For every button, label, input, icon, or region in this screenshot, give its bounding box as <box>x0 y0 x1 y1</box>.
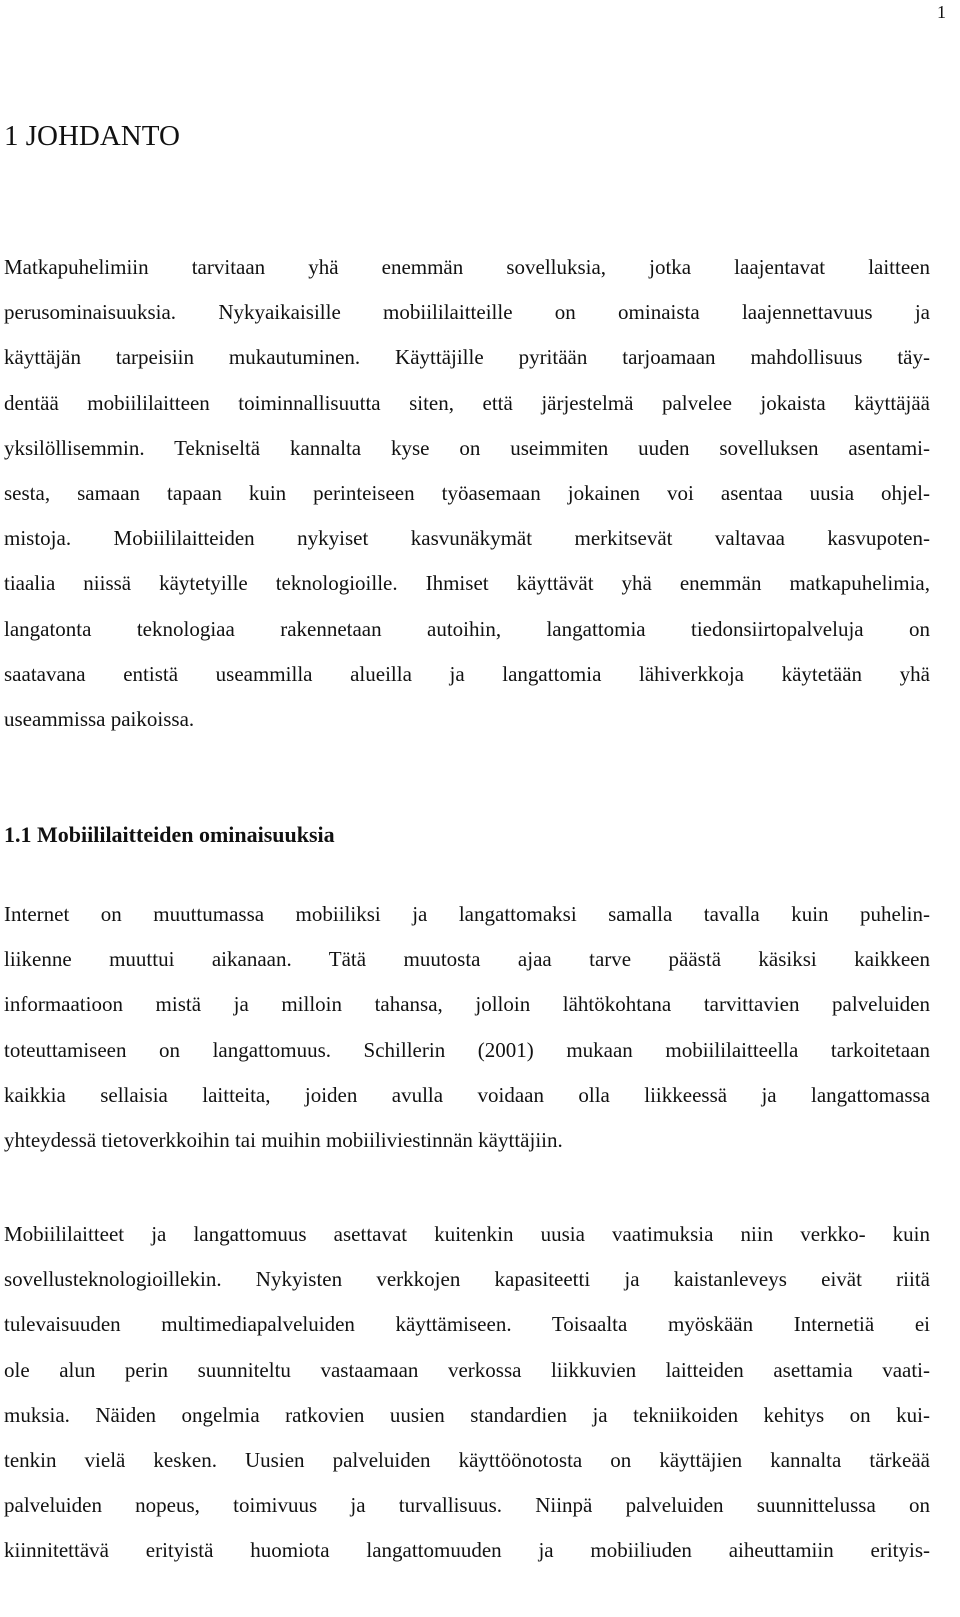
text-line: informaatioon mistä ja milloin tahansa, jolloin lähtökohtana tarvittavien palveluiden <box>4 992 930 1017</box>
text-line: Internet on muuttumassa mobiiliksi ja langattomaksi samalla tavalla kuin puhelin- <box>4 902 930 926</box>
page-number: 1 <box>937 2 946 22</box>
text-line: sovellusteknologioillekin. Nykyisten verkkojen kapasiteetti ja kaistanleveys eivät riitä <box>4 1267 930 1292</box>
text-line: Matkapuhelimiin tarvitaan yhä enemmän sovelluksia, jotka laajentavat laitteen <box>4 255 930 279</box>
text-line: Mobiililaitteet ja langattomuus asettavat kuitenkin uusia vaatimuksia niin verkko- kuin <box>4 1222 930 1246</box>
text-line: yksilöllisemmin. Tekniseltä kannalta kyse on useimmiten uuden sovelluksen asentami- <box>4 435 930 460</box>
text-line: toteuttamiseen on langattomuus. Schillerin (2001) mukaan mobiililaitteella tarkoitetaan <box>4 1037 930 1062</box>
text-line: muksia. Näiden ongelmia ratkovien uusien standardien ja tekniikoiden kehitys on kui- <box>4 1402 930 1427</box>
text-line: useammissa paikoissa. <box>4 706 195 731</box>
text-line: tenkin vielä kesken. Uusien palveluiden käyttöönotosta on käyttäjien kannalta tärkeää <box>4 1447 930 1472</box>
text-line: yhteydessä tietoverkkoihin tai muihin mobiiliviestinnän käyttäjiin. <box>4 1127 563 1152</box>
paragraph-1 <box>4 245 930 742</box>
text-line: mistoja. Mobiililaitteiden nykyiset kasvunäkymät merkitsevät valtavaa kasvupoten- <box>4 526 930 551</box>
text-line: tiaalia niissä käytetyille teknologioille. Ihmiset käyttävät yhä enemmän matkapuhelimia, <box>4 571 930 596</box>
text-line: tulevaisuuden multimediapalveluiden käyttämiseen. Toisaalta myöskään Internetiä ei <box>4 1312 930 1337</box>
section-title: 1.1 Mobiililaitteiden ominaisuuksia <box>4 822 335 847</box>
text-line: kiinnitettävä erityistä huomiota langattomuuden ja mobiiliuden aiheuttamiin erityis- <box>4 1538 930 1563</box>
text-line: saatavana entistä useammilla alueilla ja langattomia lähiverkkoja käytetään yhä <box>4 661 930 686</box>
chapter-title: 1 JOHDANTO <box>4 120 180 152</box>
text-line: palveluiden nopeus, toimivuus ja turvallisuus. Niinpä palveluiden suunnittelussa on <box>4 1493 930 1518</box>
text-line: käyttäjän tarpeisiin mukautuminen. Käyttäjille pyritään tarjoamaan mahdollisuus täy- <box>4 345 930 370</box>
text-line: kaikkia sellaisia laitteita, joiden avulla voidaan olla liikkeessä ja langattomassa <box>4 1082 930 1107</box>
text-line: perusominaisuuksia. Nykyaikaisille mobiililaitteille on ominaista laajennettavuus ja <box>4 300 930 325</box>
paragraph-2 <box>4 892 930 1163</box>
text-line: sesta, samaan tapaan kuin perinteiseen työasemaan jokainen voi asentaa uusia ohjel- <box>4 480 930 505</box>
text-line: langatonta teknologiaa rakennetaan autoihin, langattomia tiedonsiirtopalveluja on <box>4 616 930 641</box>
paragraph-3 <box>4 1212 930 1574</box>
text-line: liikenne muuttui aikanaan. Tätä muutosta ajaa tarve päästä käsiksi kaikkeen <box>4 947 930 972</box>
text-line: ole alun perin suunniteltu vastaamaan verkossa liikkuvien laitteiden asettamia vaati- <box>4 1357 930 1382</box>
text-line: dentää mobiililaitteen toiminnallisuutta siten, että järjestelmä palvelee jokaista käyttäjää <box>4 390 930 415</box>
